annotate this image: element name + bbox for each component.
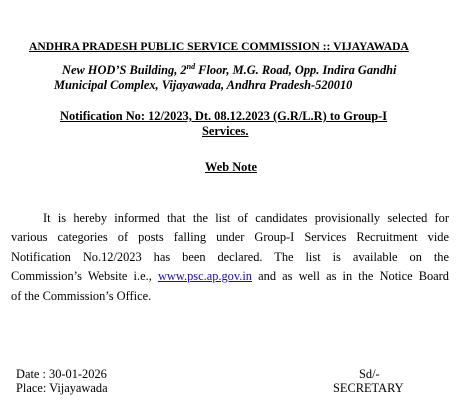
body-line-2: various categories of posts falling under Group-I Services Recruitment vide xyxy=(11,230,449,244)
body-line-4-post: and as well as in the Notice Board xyxy=(252,269,450,283)
page-heading: ANDHRA PRADESH PUBLIC SERVICE COMMISSION :: VIJAYAWADA xyxy=(29,40,409,53)
address-line-1-sup: nd xyxy=(186,62,196,71)
body-line-4-pre: Commission’s Website i.e., xyxy=(11,269,158,283)
notification-line-2: Services. xyxy=(202,124,249,138)
body-line-4 xyxy=(11,269,449,284)
address-line-2: Municipal Complex, Vijayawada, Andhra Pradesh-520010 xyxy=(54,78,353,92)
body-line-5: of the Commission’s Office. xyxy=(11,289,152,303)
address-line-1 xyxy=(62,62,396,78)
date-label: Date : 30-01-2026 xyxy=(16,367,107,381)
web-note-title: Web Note xyxy=(205,160,257,174)
signature-sd: Sd/- xyxy=(359,367,380,381)
address-line-1-post: Floor, M.G. Road, Opp. Indira Gandhi xyxy=(195,63,397,78)
body-line-3: Notification No.12/2023 has been declared. The list is available on the xyxy=(11,250,449,264)
place-label: Place: Vijayawada xyxy=(16,381,108,395)
notification-line-1: Notification No: 12/2023, Dt. 08.12.2023 (G.R/L.R) to Group-I xyxy=(60,109,388,123)
address-line-1-pre: New HOD’S Building, 2 xyxy=(62,63,187,78)
body-line-1: It is hereby informed that the list of candidates provisionally selected for xyxy=(43,211,449,225)
website-link[interactable]: www.psc.ap.gov.in xyxy=(157,269,252,283)
secretary-label: SECRETARY xyxy=(333,381,404,395)
